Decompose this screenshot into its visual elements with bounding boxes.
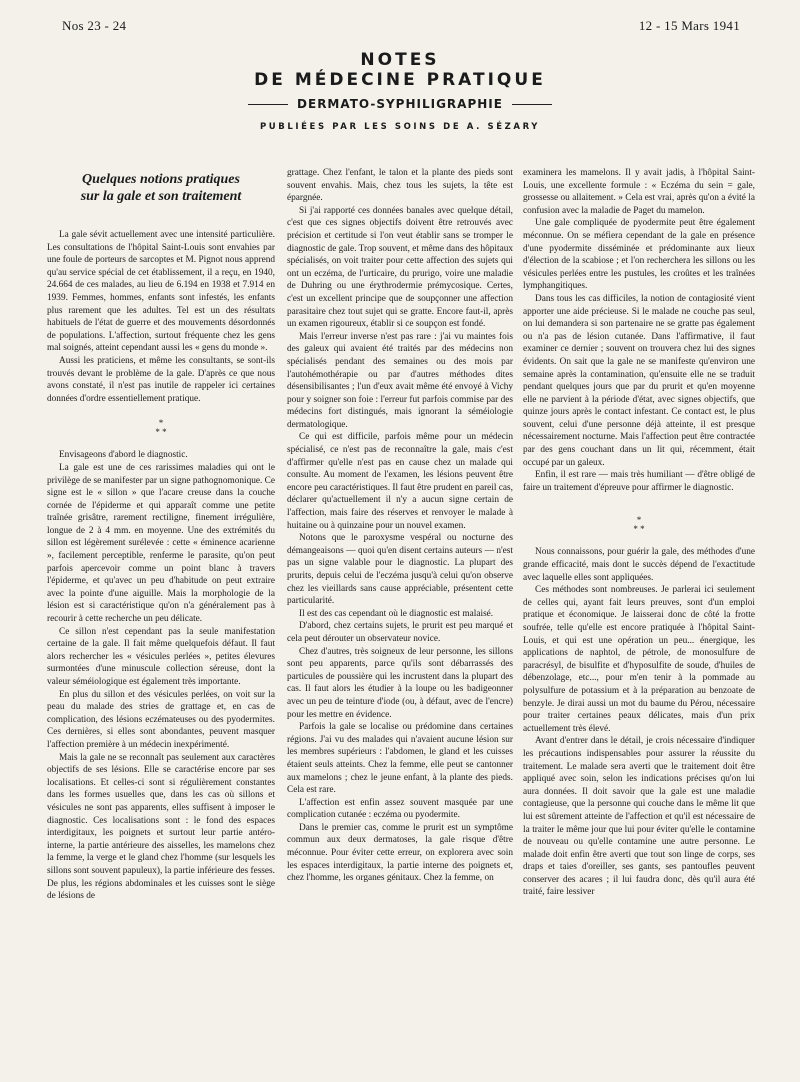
- paragraph: Notons que le paroxysme vespéral ou nocturne des démangeaisons — quoi qu'en disent certains auteurs — n'est pas un signe valable pour le diagnostic. La plupart des prurits, depuis celui de l'eczéma jusqu'à celui qu'on observe chez les vieillards sans cause appréciable, présentent cette particularité.: [287, 533, 513, 607]
- section-separator: [47, 419, 275, 437]
- journal-title-line1: NOTES: [360, 50, 440, 70]
- section-subtitle: [0, 97, 800, 111]
- section-subtitle-text: DERMATO-SYPHILIGRAPHIE: [297, 97, 503, 111]
- paragraph: Nous connaissons, pour guérir la gale, des méthodes d'une grande efficacité, mais dont le succès dépend de l'exactitude avec laquelle elles sont appliquées.: [523, 547, 755, 583]
- paragraph: Avant d'entrer dans le détail, je crois nécessaire d'indiquer les précautions indispensables pour assurer la réussite du traitement. Le malade sera averti que le traitement doit être appliqué avec soin, selon les indications précises qu'on lui aura données. Il doit savoir que la gale est une maladie contagieuse, que la personne qui couche dans le même lit que lui est sûrement atteinte de l'affection et qu'il est nécessaire de la traiter le même jour que lui pour éviter qu'elle le contamine de nouveau ou qu'elle contamine une autre personne. Le malade doit enfin être averti que tout son linge de corps, ses draps et taies d'oreiller, ses gants, ses pantoufles peuvent conserver des acares ; il lui faudra donc, dès qu'il aura été traité, faire lessiver: [523, 736, 755, 898]
- paragraph: Mais la gale ne se reconnaît pas seulement aux caractères objectifs de ses lésions. Elle se caractérise encore par ses localisations. Et celles-ci sont si régulièrement constantes dans les formes usuelles que, dans les cas où sillons et vésicules ne sont pas apparents, elles suffisent à imposer le diagnostic. Ces localisations sont : le fond des espaces interdigitaux, les poignets et surtout leur partie antéro-interne, la partie antérieure des aisselles, les mamelons chez la femme, la verge et le gland chez l'homme (sur lesquels les sillons sont souvent papuleux), la partie inférieure des fesses. De plus, les régions abdominales et les cuisses sont le siège de lésions de: [47, 752, 275, 902]
- separator-star-bottom: * *: [155, 427, 167, 438]
- paragraph: Parfois la gale se localise ou prédomine dans certaines régions. J'ai vu des malades qui n'avaient aucune lésion sur les membres supérieurs : l'abdomen, le gland et les cuisses étaient seuls atteints. Chez la femme, elle peut se cantonner aux mamelons ; chez le jeune enfant, à la plante des pieds. Cela est rare.: [287, 722, 513, 796]
- paragraph: Ce sillon n'est cependant pas la seule manifestation certaine de la gale. Il fait même quelquefois défaut. Il faut alors rechercher les « vésicules perlées », petites élevures surmontées d'une minuscule collection séreuse, dont la valeur séméiologique est également très importante.: [47, 626, 275, 687]
- article-column-3: [523, 167, 755, 899]
- paragraph: grattage. Chez l'enfant, le talon et la plante des pieds sont souvent envahis. Mais, chez tous les sujets, la tête est épargnée.: [287, 168, 513, 204]
- issue-date: 12 - 15 Mars 1941: [638, 18, 740, 33]
- paragraph: Une gale compliquée de pyodermite peut être également méconnue. On se méfiera cependant de la gale en présence d'une pyodermite disséminée et prédominante aux lieux d'élection de la scabiose ; et l'on recherchera les sillons ou les vésicules perlées entre les pustules, les croûtes et les traînées lymphangitiques.: [523, 218, 755, 292]
- article-column-2: [287, 167, 513, 885]
- article-title-line1: Quelques notions pratiques: [82, 172, 240, 187]
- paragraph: La gale est une de ces rarissimes maladies qui ont le privilège de se manifester par un signe pathognomonique. Ce signe est le « sillon » que l'acare creuse dans la couche cornée de l'épiderme et qui apparaît comme une petite traînée grisâtre, rarement rectiligne, finement irrégulière, longue de 2 à 4 mm. en moyenne. Une des extrémités du sillon est légèrement surélevée : cette « éminence acarienne », facilement perceptible, renferme le parasite, qu'on peut parfois apercevoir comme un point blanc à travers l'épiderme, et qu'avec un peu d'habitude on peut extraire avec la pointe d'une aiguille. Mais la morphologie de la lésion est si caractéristique qu'on n'a généralement pas à recourir à cette recherche un peu délicate.: [47, 462, 275, 625]
- issue-number: Nos 23 - 24: [62, 18, 127, 33]
- journal-title-line2: DE MÉDECINE PRATIQUE: [254, 70, 546, 90]
- paragraph: Si j'ai rapporté ces données banales avec quelque détail, c'est que ces signes objectifs doivent être retrouvés avec précision et certitude si l'on veut établir sans se tromper le diagnostic de gale. Trop souvent, et même dans des hôpitaux spécialisés, on voit traiter pour cette affection des sujets qui ont un eczéma, de l'urticaire, du prurigo, voire une maladie de Duhring ou une érythrodermie prémycosique. Certes, c'est un excellent principe que de soupçonner une affection parasitaire chez tout sujet qui se gratte. Encore faut-il, après un examen rigoureux, établir si ce soupçon est fondé.: [287, 205, 513, 330]
- article-title-line2: sur la gale et son traitement: [80, 189, 242, 204]
- paragraph: Dans tous les cas difficiles, la notion de contagiosité vient apporter une aide précieuse. Si le malade ne couche pas seul, on lui demandera si son partenaire ne se gratte pas également ou n'a pas de lésion cutanée. Dans l'affirmative, il faut examiner ce dernier ; souvent on trouvera chez lui des signes évidents. On sait que la gale ne se manifeste qu'environ une semaine après la contamination, qu'ensuite elle ne se traduit pendant quelques jours que par du prurit et qu'en moyenne elle ne parvient à la période d'état, avec signes objectifs, que quinze jours après le contact infestant. Ce contact est, le plus souvent, celui d'une personne déjà atteinte, il est presque nécessairement nocturne. Mais l'affection peut être contractée par des gens couchant dans un lit qui, récemment, était occupé par un galeux.: [523, 293, 755, 468]
- section-separator: [523, 516, 755, 534]
- paragraph: L'affection est enfin assez souvent masquée par une complication cutanée : eczéma ou pyodermite.: [287, 797, 513, 821]
- paragraph: D'abord, chez certains sujets, le prurit est peu marqué et cela peut dérouter un observateur novice.: [287, 621, 513, 644]
- subtitle-rule-left: [248, 104, 288, 105]
- paragraph: Dans le premier cas, comme le prurit est un symptôme commun aux deux dermatoses, la gale risque d'être méconnue. Pour éviter cette erreur, on explorera avec soin les espaces interdigitaux, la partie interne des poignets et, chez l'homme, les organes génitaux. Chez la femme, on: [287, 822, 513, 884]
- separator-star-bottom: * *: [633, 524, 645, 535]
- paragraph: En plus du sillon et des vésicules perlées, on voit sur la peau du malade des stries de grattage et, en cas de complication, des lésions eczémateuses ou des pyodermites. Ces dernières, si elles sont abondantes, peuvent masquer l'affection première à un médecin inexpérimenté.: [47, 689, 275, 750]
- article-title: [47, 171, 275, 205]
- separator-star-top: *: [636, 515, 642, 526]
- paragraph: Enfin, il est rare — mais très humiliant — d'être obligé de faire un traitement d'épreuve pour affirmer le diagnostic.: [523, 470, 755, 493]
- publisher-line: PUBLIÉES PAR LES SOINS DE A. SÉZARY: [259, 122, 541, 132]
- separator-star-top: *: [158, 418, 164, 429]
- paragraph: Ces méthodes sont nombreuses. Je parlerai ici seulement de celles qui, ayant fait leurs preuves, sont d'un emploi pratique et économique. Je laisserai donc de côté la frotte soufrée, telle qu'elle est encore pratiquée à l'hôpital Saint-Louis, et qui est une opération un peu... énergique, les applications de naphtol, de pétrole, de monosulfure de paracrésyl, de bisulfite et d'hyposulfite de soude, d'huiles de débenzolage, etc..., pour m'en tenir à la pommade au polysulfure de potassium et à la préparation au benzoate de benzyle. Je dirai aussi un mot du baume du Pérou, nécessaire pour traiter certaines peaux délicates, mais d'un prix actuellement très élevé.: [523, 585, 755, 734]
- paragraph: Il est des cas cependant où le diagnostic est malaisé.: [299, 608, 494, 619]
- article-column-1: [47, 167, 275, 903]
- paragraph: Ce qui est difficile, parfois même pour un médecin spécialisé, ce n'est pas de reconnaître la gale, mais c'est d'affirmer qu'elle n'est pas en cause chez un malade qui consulte. Au moment de l'examen, les lésions peuvent être encore peu caractéristiques. Il faut être prudent en pareil cas, déclarer qu'actuellement il n'y a aucun signe certain de l'affection, mais faire des réserves et renvoyer le malade à huitaine ou à quinzaine pour un nouvel examen.: [287, 432, 513, 531]
- paragraph: examinera les mamelons. Il y avait jadis, à l'hôpital Saint-Louis, une excellente formule : « Eczéma du sein = gale, grossesse ou allaitement. » Cela est vrai, après qu'on a évité la confusion avec la maladie de Paget du mamelon.: [523, 168, 755, 216]
- paragraph: La gale sévit actuellement avec une intensité particulière. Les consultations de l'hôpital Saint-Louis sont envahies par une foule de porteurs de sarcoptes et M. Pignot nous apprend qu'au service spécial de cet établissement, il a reçu, en 1940, 24.664 de ces malades, au lieu de 6.194 en 1938 et 7.914 en 1939. Femmes, hommes, enfants sont infestés, les enfants plus rarement que les adultes. Tel est un des résultats habituels de l'état de guerre et des mouvements désordonnés de populations. L'affection, surtout fréquente chez les gens mal soignés, atteint cependant aussi les « gens du monde ».: [47, 230, 275, 354]
- paragraph: Chez d'autres, très soigneux de leur personne, les sillons sont peu apparents, parce qu'ils sont débarrassés des particules de poussière qui les incrustent dans la plupart des cas. Il faut alors les étudier à la loupe ou les badigeonner avec un peu de teinture d'iode (ou, à défaut, avec de l'encre) pour les mettre en évidence.: [287, 646, 513, 720]
- subtitle-rule-right: [512, 104, 552, 105]
- paragraph: Aussi les praticiens, et même les consultants, se sont-ils trouvés devant le problème de la gale. D'après ce que nous avons constaté, il n'est pas inutile de rappeler ici certaines données d'ordre essentiellement pratique.: [47, 355, 275, 404]
- paragraph: Envisageons d'abord le diagnostic.: [59, 450, 188, 461]
- paragraph: Mais l'erreur inverse n'est pas rare : j'ai vu maintes fois des galeux qui avaient été traités par des médecins non spécialisés pendant des semaines ou des mois par l'autohémothérapie ou par d'autres méthodes dites désensibilisantes ; l'un d'eux avait même été envoyé à Vichy pour y soigner son foie : l'erreur fut parfois commise par des médecins fort distingués, mais ignorant la séméiologie dermatologique.: [287, 331, 513, 430]
